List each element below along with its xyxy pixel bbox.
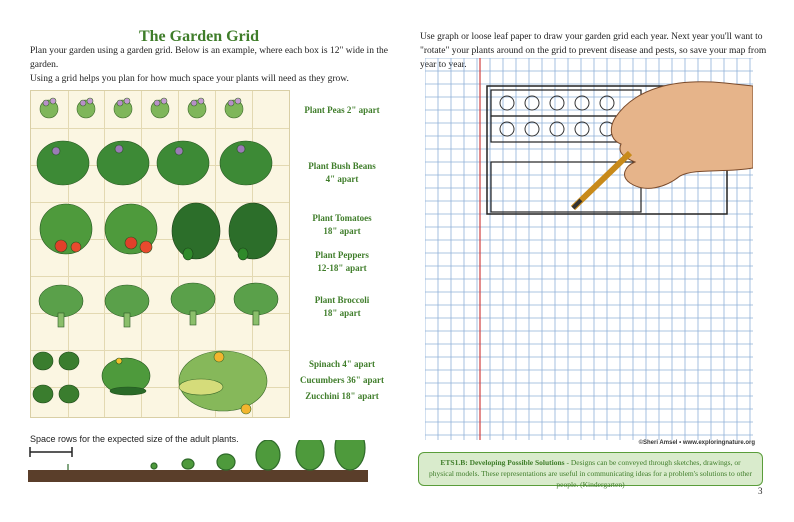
standard-text: - Designs can be conveyed through sketches, drawings, or physical models. These representations are useful in communicating ideas for a problem's solutions to other people. (Kindergarten) [428, 458, 752, 489]
pea-plants [40, 98, 243, 118]
label-peas: Plant Peas 2" apart [304, 105, 380, 115]
standard-box [418, 452, 763, 489]
zucchini-plant [179, 351, 267, 414]
label-peppers: Plant Peppers 12-18" apart [315, 250, 369, 273]
instructions-text: Use graph or loose leaf paper to draw your garden grid each year. Next year you'll want to "rotate" your plants around on the grid to prevent disease and pests, so save your map from year to year. [420, 32, 767, 70]
intro-line-1: Plan your garden using a garden grid. Below is an example, where each box is 12" wide in the garden. [30, 46, 388, 70]
label-zucchini: Zucchini 18" apart [305, 391, 379, 401]
broccoli-plants [39, 283, 278, 327]
spinach-plants [33, 352, 79, 403]
page-title: The Garden Grid [138, 28, 259, 45]
tomato-plants [40, 204, 157, 254]
drawn-row-3 [491, 162, 641, 212]
seedling-sequence [68, 440, 365, 470]
graph-paper [425, 58, 753, 440]
label-bush-beans: Plant Bush Beans 4" apart [308, 161, 376, 184]
intro-text [30, 44, 390, 86]
label-broccoli: Plant Broccoli 18" apart [314, 295, 370, 318]
cucumber-plant [102, 358, 150, 395]
garden-grid [30, 90, 290, 418]
soil-strip [28, 470, 368, 482]
label-cucumbers: Cucumbers 36" apart [300, 375, 384, 385]
page-number: 3 [758, 486, 763, 496]
standard-title: ETS1.B: Developing Possible Solutions [440, 458, 565, 467]
intro-line-2: Using a grid helps you plan for how much space your plants will need as they grow. [30, 74, 349, 84]
label-spinach: Spinach 4" apart [308, 359, 375, 369]
credit-text: ©Sheri Amsel • www.exploringnature.org [638, 440, 755, 446]
plant-growth-illustration [28, 440, 373, 490]
spacing-caption: Space rows for the expected size of the adult plants. [30, 434, 239, 444]
bush-bean-plants [37, 141, 272, 185]
plant-illustrations [31, 91, 289, 417]
pepper-plants [172, 203, 277, 260]
label-tomatoes: Plant Tomatoes 18" apart [312, 213, 372, 236]
